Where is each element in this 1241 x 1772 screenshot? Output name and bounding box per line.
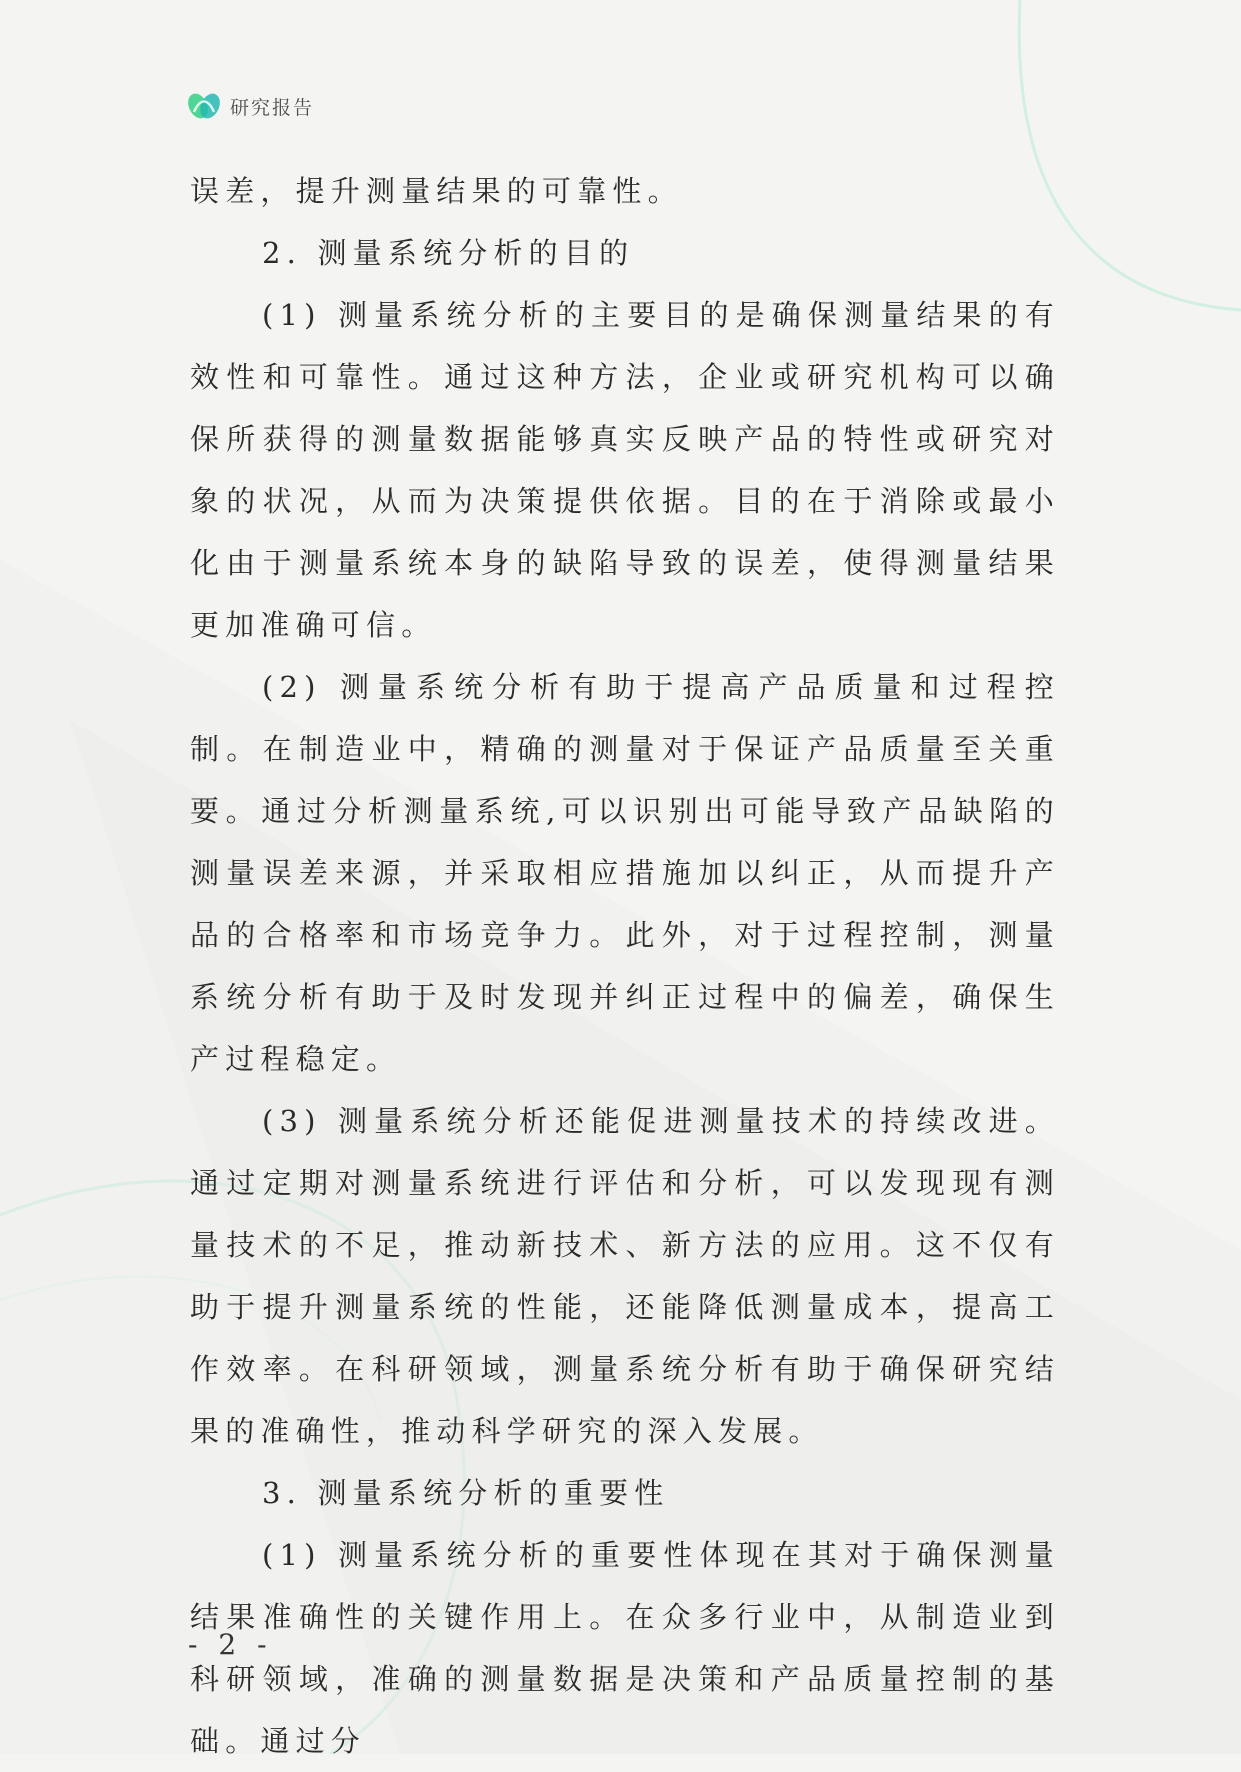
header-title: 研究报告 — [230, 96, 315, 119]
document-body — [190, 160, 1060, 1772]
paragraph-purpose-1: (1) 测量系统分析的主要目的是确保测量结果的有效性和可靠性。通过这种方法，企业或研究机构可以确保所获得的测量数据能够真实反映产品的特性或研究对象的状况，从而为决策提供依据。目的在于消除或最小化由于测量系统本身的缺陷导致的误差，使得测量结果更加准确可信。 — [190, 298, 1060, 642]
section-heading-importance: 3. 测量系统分析的重要性 — [262, 1476, 670, 1510]
paragraph-purpose-2: (2) 测量系统分析有助于提高产品质量和过程控制。在制造业中，精确的测量对于保证产品质量至关重要。通过分析测量系统,可以识别出可能导致产品缺陷的测量误差来源，并采取相应措施加以纠正，从而提升产品的合格率和市场竞争力。此外，对于过程控制，测量系统分析有助于及时发现并纠正过程中的偏差，确保生产过程稳定。 — [190, 670, 1060, 1076]
section-heading-purpose: 2. 测量系统分析的目的 — [262, 236, 635, 270]
paragraph-importance-1: (1) 测量系统分析的重要性体现在其对于确保测量结果准确性的关键作用上。在众多行业中，从制造业到科研领域，准确的测量数据是决策和产品质量控制的基础。通过分 — [190, 1538, 1060, 1758]
report-header — [186, 88, 314, 124]
page-number: - 2 - — [188, 1628, 273, 1661]
logo-icon — [186, 88, 222, 124]
paragraph-purpose-3: (3) 测量系统分析还能促进测量技术的持续改进。通过定期对测量系统进行评估和分析，可以发现现有测量技术的不足，推动新技术、新方法的应用。这不仅有助于提升测量系统的性能，还能降低测量成本，提高工作效率。在科研领域，测量系统分析有助于确保研究结果的准确性，推动科学研究的深入发展。 — [190, 1104, 1060, 1448]
paragraph-continuation: 误差，提升测量结果的可靠性。 — [190, 174, 683, 208]
